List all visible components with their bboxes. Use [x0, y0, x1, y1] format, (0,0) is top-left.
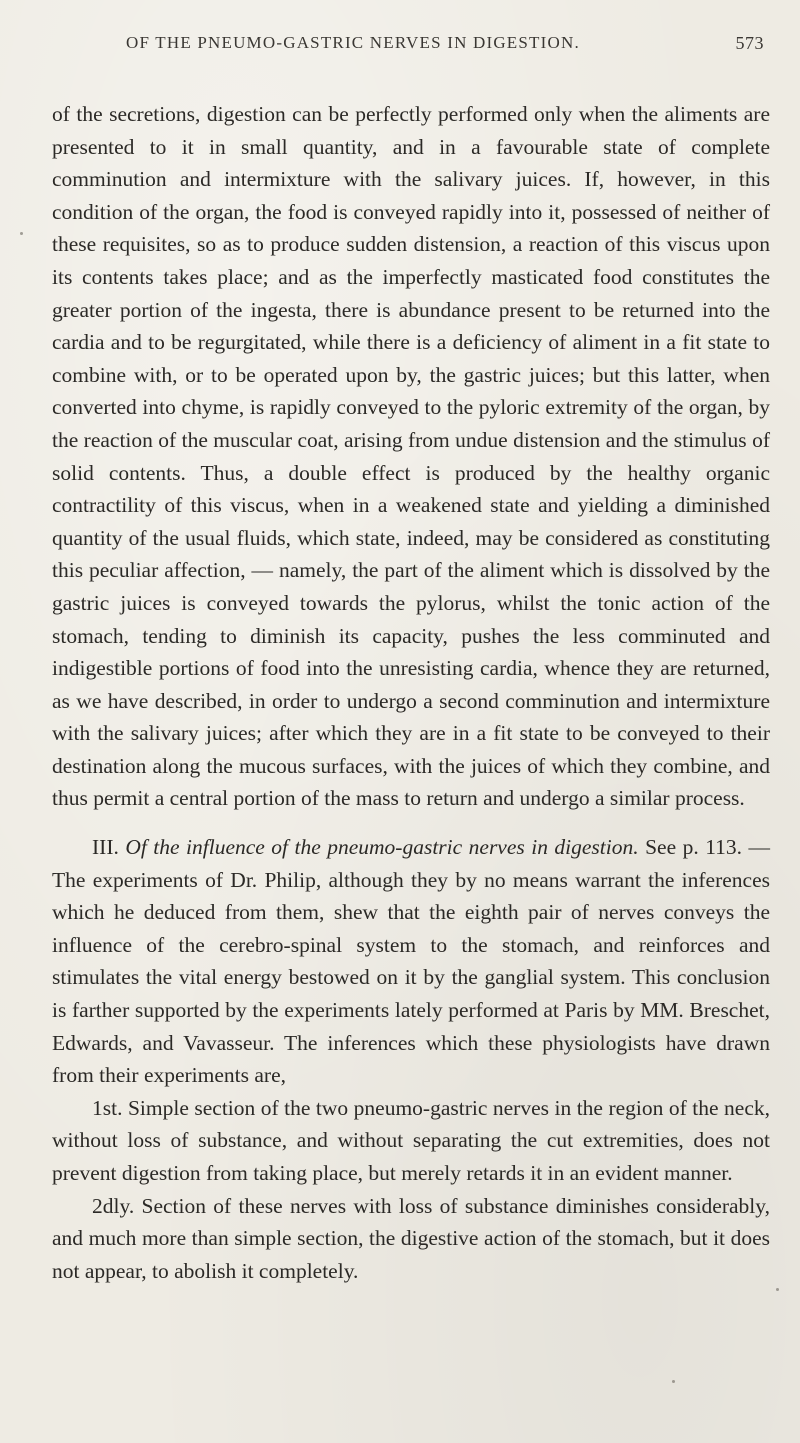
- section-paragraph: [52, 831, 770, 1092]
- print-speck: [776, 1288, 779, 1291]
- section-text: See p. 113. — The experiments of Dr. Philip, although they by no means warrant the inferences which he deduced from them, shew that the eighth pair of nerves conveys the influence of the cerebro-spinal system to the stomach, and reinforces and stimulates the vital energy bestowed on it by the ganglial system. This conclusion is farther supported by the experiments lately performed at Paris by MM. Breschet, Edwards, and Vavasseur. The inferences which these physiologists have drawn from their experiments are,: [52, 835, 770, 1088]
- paragraph-second-inference: 2dly. Section of these nerves with loss of substance diminishes considerably, and much more than simple section, the digestive action of the stomach, but it does not appear, to abolish it completely.: [52, 1193, 770, 1283]
- paragraph-first-inference: 1st. Simple section of the two pneumo-gastric nerves in the region of the neck, without loss of substance, and without separating the cut extremities, does not prevent digestion from taking place, but merely retards it in an evident manner.: [52, 1095, 770, 1185]
- running-head: [126, 28, 764, 58]
- print-speck: [20, 232, 23, 235]
- print-speck: [672, 1380, 675, 1383]
- running-title: OF THE PNEUMO-GASTRIC NERVES IN DIGESTION.: [126, 33, 580, 52]
- paragraph-continuation: of the secretions, digestion can be perfectly performed only when the aliments are presented to it in small quantity, and in a favourable state of complete comminution and intermixture with the salivary juices. If, however, in this condition of the organ, the food is conveyed rapidly into it, possessed of neither of these requisites, so as to produce sudden distension, a reaction of this viscus upon its contents takes place; and as the imperfectly masticated food constitutes the greater portion of the ingesta, there is abundance present to be returned into the cardia and to be regurgitated, while there is a deficiency of aliment in a fit state to combine with, or to be operated upon by, the gastric juices; but this latter, when converted into chyme, is rapidly conveyed to the pyloric extremity of the organ, by the reaction of the muscular coat, arising from undue distension and the stimulus of solid contents. Thus, a double effect is produced by the healthy organic contractility of this viscus, when in a weakened state and yielding a diminished quantity of the usual fluids, which state, indeed, may be considered as constituting this peculiar affection, — namely, the part of the aliment which is dissolved by the gastric juices is conveyed towards the pylorus, whilst the tonic action of the stomach, tending to diminish its capacity, pushes the less comminuted and indigestible portions of food into the unresisting cardia, whence they are returned, as we have described, in order to undergo a second comminution and intermixture with the salivary juices; after which they are in a fit state to be conveyed to their destination along the mucous surfaces, with the juices of which they combine, and thus permit a central portion of the mass to return and undergo a similar process.: [52, 102, 770, 811]
- page-number: 573: [735, 32, 764, 53]
- section-title: Of the influence of the pneumo-gastric nerves in digestion.: [125, 835, 639, 860]
- section-number: III.: [92, 835, 119, 860]
- body-text: [52, 98, 770, 1287]
